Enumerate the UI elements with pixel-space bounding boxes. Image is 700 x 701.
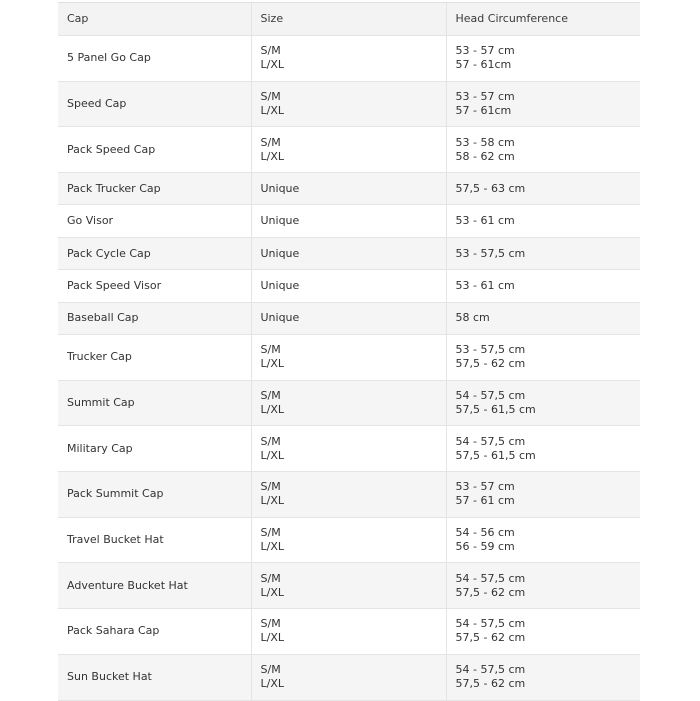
size-value: L/XL (260, 494, 284, 508)
circumference-cell (446, 270, 640, 302)
size-cell (251, 237, 446, 269)
circumference-value: 57,5 - 62 cm (455, 677, 526, 691)
circumference-cell (446, 563, 640, 609)
table-row (58, 205, 640, 237)
size-value: S/M (260, 90, 281, 104)
size-chart (58, 2, 640, 701)
circumference-value: 54 - 57,5 cm (455, 389, 526, 403)
size-cell (251, 380, 446, 426)
circumference-value: 57,5 - 62 cm (455, 357, 526, 371)
circumference-value: 54 - 56 cm (455, 526, 515, 540)
size-value: S/M (260, 526, 281, 540)
cap-name: Pack Sahara Cap (58, 609, 251, 655)
size-cell (251, 335, 446, 381)
cap-name: Speed Cap (58, 81, 251, 127)
circumference-cell (446, 36, 640, 82)
circumference-value: 57,5 - 62 cm (455, 585, 526, 599)
circumference-value: 53 - 57 cm (455, 90, 515, 104)
table-row (58, 270, 640, 302)
circumference-cell (446, 609, 640, 655)
circumference-cell (446, 173, 640, 205)
circumference-value: 53 - 57 cm (455, 44, 515, 58)
size-cell (251, 609, 446, 655)
size-cell (251, 127, 446, 173)
size-table (58, 2, 640, 701)
cap-name: 5 Panel Go Cap (58, 36, 251, 82)
circumference-value: 58 cm (455, 311, 490, 325)
cap-name: Baseball Cap (58, 302, 251, 334)
size-cell (251, 472, 446, 518)
circumference-cell (446, 237, 640, 269)
cap-name: Trucker Cap (58, 335, 251, 381)
table-row (58, 173, 640, 205)
circumference-cell (446, 472, 640, 518)
table-row (58, 302, 640, 334)
size-value: L/XL (260, 677, 284, 691)
circumference-value: 53 - 61 cm (455, 278, 515, 292)
size-value: S/M (260, 434, 281, 448)
size-value: L/XL (260, 357, 284, 371)
table-row (58, 472, 640, 518)
circumference-value: 54 - 57,5 cm (455, 571, 526, 585)
circumference-cell (446, 380, 640, 426)
table-row (58, 380, 640, 426)
cap-name: Summit Cap (58, 380, 251, 426)
size-value: S/M (260, 663, 281, 677)
table-row (58, 517, 640, 563)
size-value: S/M (260, 135, 281, 149)
circumference-cell (446, 654, 640, 700)
size-value: Unique (260, 246, 300, 260)
size-value: L/XL (260, 585, 284, 599)
size-value: S/M (260, 617, 281, 631)
circumference-cell (446, 127, 640, 173)
circumference-cell (446, 302, 640, 334)
cap-name: Pack Speed Visor (58, 270, 251, 302)
circumference-value: 56 - 59 cm (455, 540, 515, 554)
size-value: Unique (260, 311, 300, 325)
size-cell (251, 517, 446, 563)
circumference-value: 53 - 58 cm (455, 135, 515, 149)
size-value: L/XL (260, 58, 284, 72)
circumference-value: 57,5 - 61,5 cm (455, 448, 536, 462)
table-header (58, 3, 640, 36)
header-row (58, 3, 640, 36)
circumference-cell (446, 426, 640, 472)
circumference-value: 53 - 57,5 cm (455, 246, 526, 260)
size-value: L/XL (260, 403, 284, 417)
circumference-value: 57 - 61cm (455, 104, 512, 118)
cap-name: Pack Speed Cap (58, 127, 251, 173)
circumference-value: 57,5 - 63 cm (455, 181, 526, 195)
circumference-value: 54 - 57,5 cm (455, 617, 526, 631)
table-row (58, 36, 640, 82)
size-value: L/XL (260, 448, 284, 462)
size-cell (251, 270, 446, 302)
size-value: L/XL (260, 540, 284, 554)
table-row (58, 81, 640, 127)
size-cell (251, 205, 446, 237)
size-value: L/XL (260, 104, 284, 118)
circumference-value: 57 - 61cm (455, 58, 512, 72)
circumference-value: 57,5 - 62 cm (455, 631, 526, 645)
header-head-circumference: Head Circumference (446, 3, 640, 36)
cap-name: Sun Bucket Hat (58, 654, 251, 700)
cap-name: Adventure Bucket Hat (58, 563, 251, 609)
table-body (58, 36, 640, 701)
size-cell (251, 173, 446, 205)
circumference-value: 57 - 61 cm (455, 494, 515, 508)
size-value: Unique (260, 181, 300, 195)
table-row (58, 335, 640, 381)
size-cell (251, 302, 446, 334)
circumference-cell (446, 205, 640, 237)
circumference-value: 53 - 57 cm (455, 480, 515, 494)
size-cell (251, 36, 446, 82)
size-value: Unique (260, 214, 300, 228)
table-row (58, 563, 640, 609)
size-cell (251, 563, 446, 609)
header-cap: Cap (58, 3, 251, 36)
cap-name: Pack Summit Cap (58, 472, 251, 518)
size-value: S/M (260, 571, 281, 585)
circumference-value: 57,5 - 61,5 cm (455, 403, 536, 417)
cap-name: Pack Cycle Cap (58, 237, 251, 269)
circumference-value: 54 - 57,5 cm (455, 663, 526, 677)
size-value: S/M (260, 389, 281, 403)
circumference-cell (446, 517, 640, 563)
circumference-value: 53 - 57,5 cm (455, 343, 526, 357)
cap-name: Military Cap (58, 426, 251, 472)
circumference-value: 53 - 61 cm (455, 214, 515, 228)
table-row (58, 426, 640, 472)
header-size: Size (251, 3, 446, 36)
table-row (58, 654, 640, 700)
size-value: L/XL (260, 149, 284, 163)
table-row (58, 609, 640, 655)
size-value: S/M (260, 480, 281, 494)
cap-name: Go Visor (58, 205, 251, 237)
size-cell (251, 426, 446, 472)
table-row (58, 127, 640, 173)
size-cell (251, 81, 446, 127)
circumference-value: 54 - 57,5 cm (455, 434, 526, 448)
size-cell (251, 654, 446, 700)
size-value: Unique (260, 278, 300, 292)
size-value: L/XL (260, 631, 284, 645)
size-value: S/M (260, 44, 281, 58)
circumference-cell (446, 81, 640, 127)
cap-name: Pack Trucker Cap (58, 173, 251, 205)
circumference-value: 58 - 62 cm (455, 149, 515, 163)
table-row (58, 237, 640, 269)
circumference-cell (446, 335, 640, 381)
size-value: S/M (260, 343, 281, 357)
cap-name: Travel Bucket Hat (58, 517, 251, 563)
